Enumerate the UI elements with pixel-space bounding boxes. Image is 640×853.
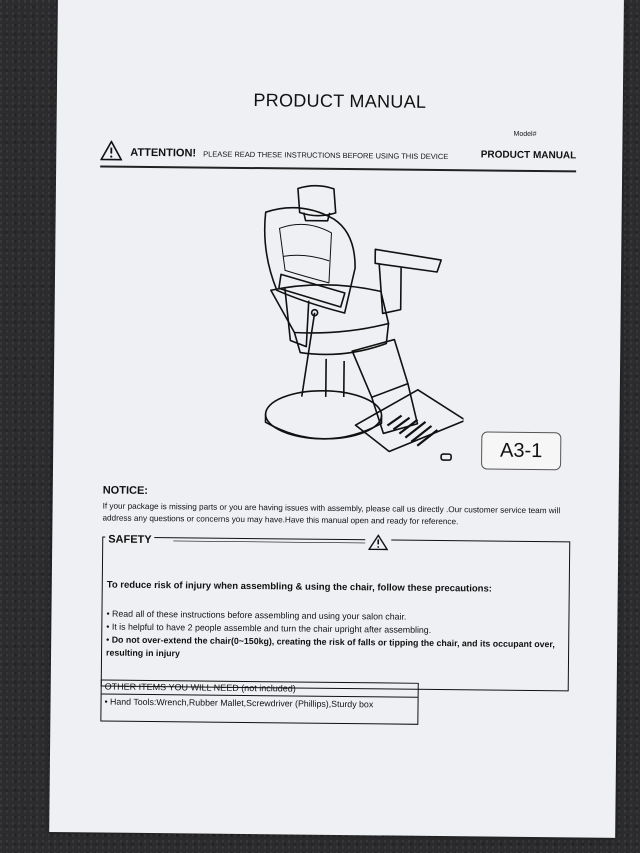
- warning-triangle-icon: [365, 534, 391, 550]
- notice-text: If your package is missing parts or you are having issues with assembly, please call us directly .Our customer service team will address any questions or concerns you may have.Have this manual open and ready for reference.: [102, 501, 561, 527]
- product-manual-label: PRODUCT MANUAL: [480, 149, 577, 162]
- other-items-box: [100, 679, 418, 724]
- safety-item: • Read all of these instructions before assembling and using your salon chair.: [106, 608, 407, 622]
- manual-page: [49, 0, 624, 838]
- safety-item: • It is helpful to have 2 people assemble and turn the chair upright after assembling.: [106, 621, 432, 635]
- safety-box: [101, 533, 571, 691]
- safety-item: • Do not over-extend the chair(0~150kg), creating the risk of falls or tipping the chair, and its occupant over, resulting in injury: [106, 634, 555, 659]
- model-label: Model#: [513, 130, 537, 139]
- other-items-text: • Hand Tools:Wrench,Rubber Mallet,Screwdriver (Phillips),Sturdy box: [104, 696, 374, 710]
- safety-intro: To reduce risk of injury when assembling & using the chair, follow these precautions:: [106, 579, 492, 595]
- page-title: PRODUCT MANUAL: [253, 90, 427, 112]
- attention-row: [100, 140, 576, 169]
- attention-label: ATTENTION!: [130, 146, 197, 160]
- attention-heading: [130, 147, 448, 162]
- safety-heading: SAFETY: [105, 534, 155, 547]
- attention-note: PLEASE READ THESE INSTRUCTIONS BEFORE USING THIS DEVICE: [203, 149, 449, 162]
- model-number-badge: A3-1: [481, 431, 561, 470]
- safety-list: [106, 608, 557, 665]
- warning-triangle-icon: [100, 140, 122, 160]
- barber-chair-illustration: [203, 182, 466, 470]
- notice-heading: NOTICE:: [102, 484, 149, 497]
- other-items-heading: OTHER ITEMS YOU WILL NEED (not included): [104, 681, 296, 694]
- safety-divider: [173, 540, 373, 543]
